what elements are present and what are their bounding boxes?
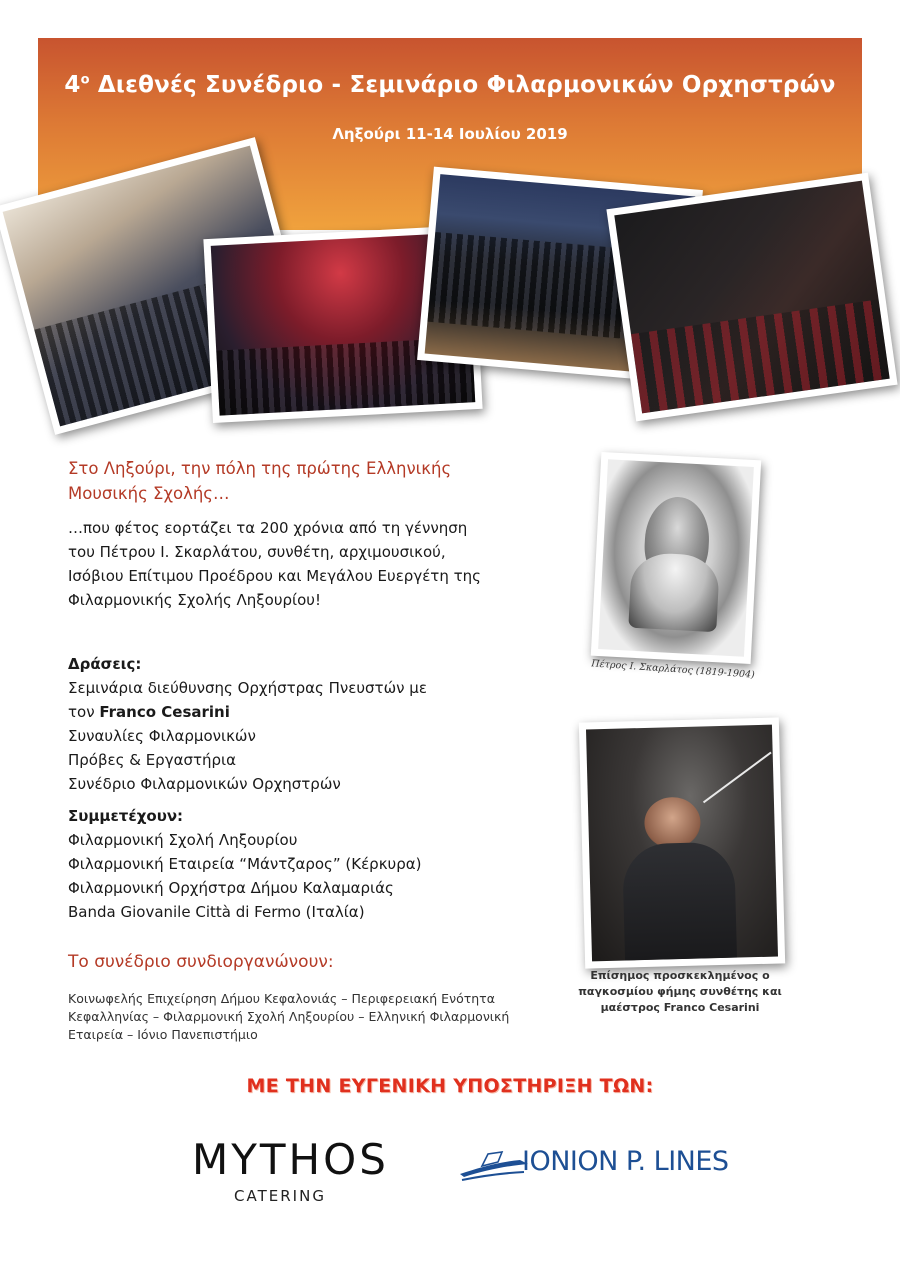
organizers-text: Κοινωφελής Επιχείρηση Δήμου Κεφαλονιάς – Περιφερειακή Ενότητα Κεφαλληνίας – Φιλαρμονική Σχολή Ληξουρίου – Ελληνική Φιλαρμονική Εταιρεία – Ιόνιο Πανεπιστήμιο bbox=[68, 991, 510, 1042]
participant-item: Φιλαρμονική Εταιρεία “Μάντζαρος” (Κέρκυρα) bbox=[68, 855, 422, 873]
mythos-logo: MYTHOS bbox=[192, 1135, 389, 1184]
activities-heading: Δράσεις: bbox=[68, 655, 142, 673]
participants-section bbox=[68, 804, 528, 924]
activities-item: Πρόβες & Εργαστήρια bbox=[68, 751, 236, 769]
sponsors-heading: ΜΕ ΤΗΝ ΕΥΓΕΝΙΚΗ ΥΠΟΣΤΗΡΙΞΗ ΤΩΝ: bbox=[246, 1075, 654, 1097]
organizers-heading: Το συνέδριο συνδιοργανώνουν: bbox=[68, 952, 334, 972]
photo-franco-cesarini bbox=[579, 717, 785, 968]
photo-conductor-stage bbox=[606, 173, 897, 422]
activities-line: τον Franco Cesarini bbox=[68, 703, 230, 721]
event-dates: Ληξούρι 11-14 Ιουλίου 2019 bbox=[332, 125, 568, 143]
participants-heading: Συμμετέχουν: bbox=[68, 807, 184, 825]
intro-paragraph: …που φέτος εορτάζει τα 200 χρόνια από τη γέννηση του Πέτρου Ι. Σκαρλάτου, συνθέτη, αρχιμουσικού, Ισόβιου Επίτιμου Προέδρου και Μεγάλου Ευεργέτη της Φιλαρμονικής Σχολής Ληξουρίου! bbox=[68, 519, 481, 609]
activities-item: Συνέδριο Φιλαρμονικών Ορχηστρών bbox=[68, 775, 341, 793]
participant-item: Φιλαρμονική Ορχήστρα Δήμου Καλαμαριάς bbox=[68, 879, 394, 897]
participant-item: Banda Giovanile Città di Fermo (Ιταλία) bbox=[68, 903, 365, 921]
activities-item: Συναυλίες Φιλαρμονικών bbox=[68, 727, 256, 745]
intro-lead: Στο Ληξούρι, την πόλη της πρώτης Ελληνικής Μουσικής Σχολής… bbox=[68, 459, 452, 503]
activities-line: Σεμινάρια διεύθυνσης Ορχήστρας Πνευστών με bbox=[68, 679, 427, 697]
portrait-skarlatos bbox=[591, 452, 761, 664]
ionion-logo: IONION P. LINES bbox=[522, 1146, 729, 1177]
event-title: $4^o$ Διεθνές Συνέδριο - Σεμινάριο Φιλαρμονικών Ορχηστρών bbox=[64, 72, 836, 98]
participant-item: Φιλαρμονική Σχολή Ληξουρίου bbox=[68, 831, 298, 849]
conductor-caption: Επίσημος προσκεκλημένος ο παγκοσμίου φήμης συνθέτης και μαέστρος Franco Cesarini bbox=[578, 969, 782, 1014]
activities-section bbox=[68, 652, 528, 796]
portrait-caption: Πέτρος Ι. Σκαρλάτος (1819-1904) bbox=[590, 658, 756, 681]
mythos-logo-sub: CATERING bbox=[234, 1187, 326, 1205]
